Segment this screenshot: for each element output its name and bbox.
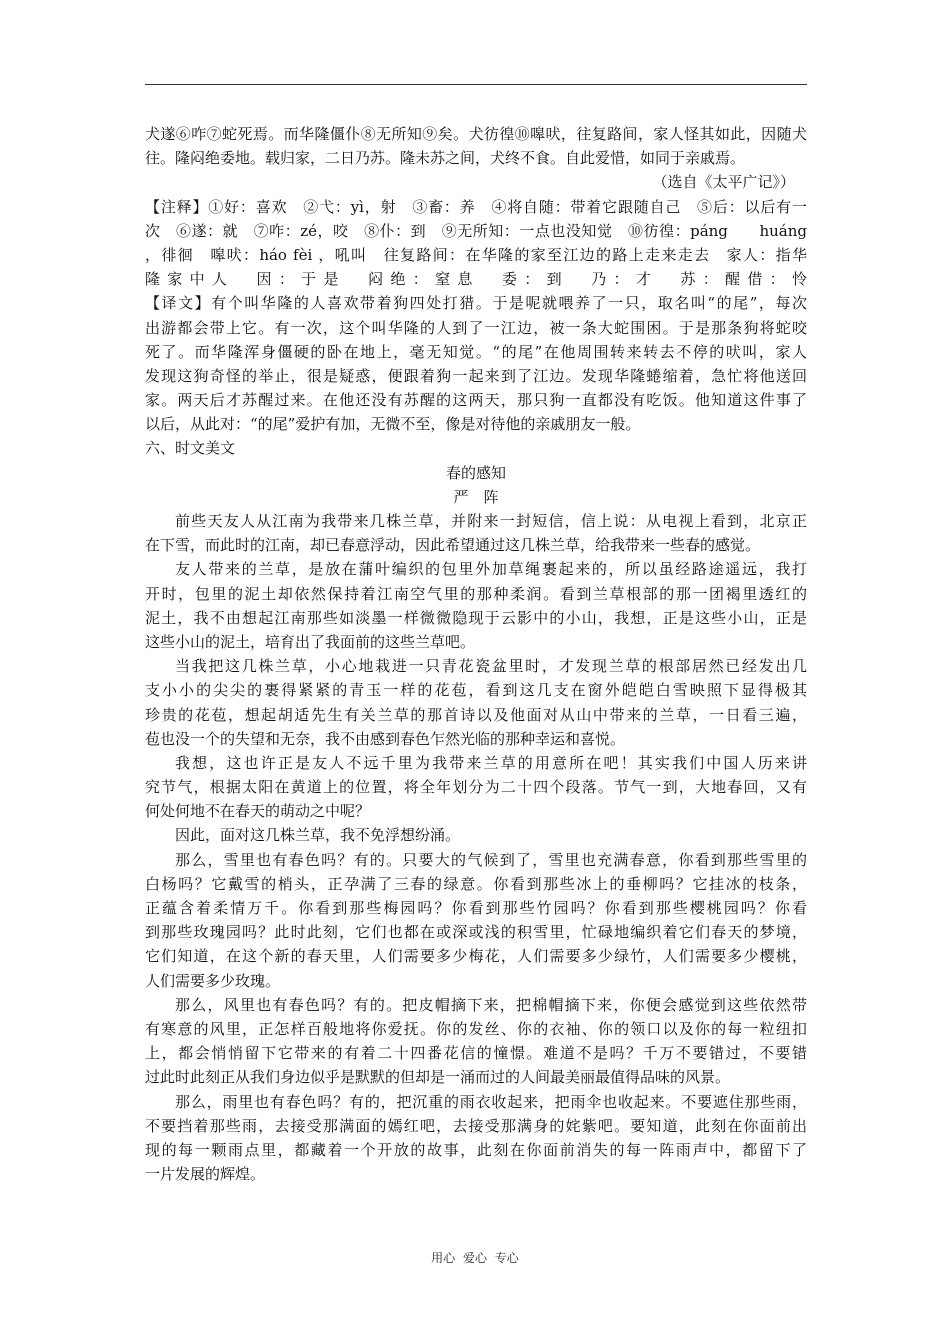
essay-line: 苞也没一个的失望和无奈，我不由感到春色乍然光临的那种幸运和喜悦。 xyxy=(145,729,626,748)
section-heading: 六、时文美文 xyxy=(145,439,236,458)
essay-line: 前些天友人从江南为我带来几株兰草，并附来一封短信，信上说：从电视上看到，北京正 xyxy=(175,512,807,530)
translation-line: 出游都会带上它。有一次，这个叫华隆的人到了一江边，被一条大蛇围困。于是那条狗将蛇咬 xyxy=(145,318,807,337)
essay-line: 我想，这也许正是友人不远千里为我带来兰草的用意所在吧！其实我们中国人历来讲 xyxy=(175,753,807,772)
essay-line: 一片发展的辉煌。 xyxy=(145,1165,266,1184)
essay-line: 何处何地不在春天的萌动之中呢？ xyxy=(145,802,371,821)
essay-line: 泥土，我不由想起江南那些如淡墨一样微微隐现于云影中的小山，我想，正是这些小山，正是 xyxy=(145,608,807,627)
essay-line: 不要挡着那些雨，去接受那满面的嫣红吧，去接受那满身的姹紫吧。要知道，此刻在你面前出 xyxy=(145,1116,807,1135)
essay-body xyxy=(145,509,807,1186)
essay-line: 在下雪，而此时的江南，却已春意浮动，因此希望通过这几株兰草，给我带来一些春的感觉。 xyxy=(145,536,761,555)
header-rule xyxy=(145,84,807,85)
essay-line: 它们知道，在这个新的春天里，人们需要多少梅花，人们需要多少绿竹，人们需要多少樱桃， xyxy=(145,947,807,966)
essay-line: 珍贵的花苞，想起胡适先生有关兰草的那首诗以及他面对从山中带来的兰草，一日看三遍， xyxy=(145,705,807,724)
page-footer: 用心 爱心 专心 xyxy=(431,1251,519,1265)
essay-line: 这些小山的泥土，培育出了我面前的这些兰草吧。 xyxy=(145,632,476,651)
story-line: 往。隆闷绝委地。载归家，二日乃苏。隆未苏之间，犬终不食。自此爱惜，如同于亲戚焉。 xyxy=(145,149,746,168)
essay-line: 那么，雨里也有春色吗？有的，把沉重的雨衣收起来，把雨伞也收起来。不要遮住那些雨， xyxy=(175,1092,807,1111)
notes-line: ，徘徊 嗥吠：háo fèi ，吼叫 往复路间：在华隆的家至江边的路上走来走去 家人：指华 xyxy=(145,245,807,264)
essay-line: 过此时此刻正从我们身边似乎是默默的但却是一涌而过的人间最美丽最值得品味的风景。 xyxy=(145,1068,731,1087)
essay-line: 上，都会悄悄留下它带来的有着二十四番花信的憧憬。难道不是吗？千万不要错过，不要错 xyxy=(145,1044,807,1063)
essay-line: 因此，面对这几株兰草，我不免浮想纷涌。 xyxy=(175,826,461,845)
essay-line: 友人带来的兰草，是放在蒲叶编织的包里外加草绳裹起来的，所以虽经路途遥远，我打 xyxy=(175,560,807,579)
essay-line: 人们需要多少玫瑰。 xyxy=(145,971,281,990)
essay-line: 支小小的尖尖的裹得紧紧的青玉一样的花苞，看到这几支在窗外皑皑白雪映照下显得极其 xyxy=(145,681,807,700)
essay-line: 那么，雪里也有春色吗？有的。只要大的气候到了，雪里也充满春意，你看到那些雪里的 xyxy=(175,850,807,869)
essay-line: 有寒意的风里，正怎样百般地将你爱抚。你的发丝、你的衣袖、你的领口以及你的每一粒纽扣 xyxy=(145,1019,807,1038)
page-content xyxy=(145,122,807,1186)
translation-line: 家。两天后才苏醒过来。在他还没有苏醒的这两天，那只狗一直都没有吃饭。他知道这件事了 xyxy=(145,391,807,410)
translation-line: 发现这狗奇怪的举止，很是疑惑，便跟着狗一起来到了江边。发现华隆蜷缩着，急忙将他送回 xyxy=(145,366,807,385)
essay-author: 严 阵 xyxy=(453,487,499,506)
translation-line: 死了。而华隆浑身僵硬的卧在地上，毫无知觉。“的尾”在他周围转来转去不停的吠叫，家人 xyxy=(145,342,807,361)
essay-line: 那么，风里也有春色吗？有的。把皮帽摘下来，把棉帽摘下来，你便会感觉到这些依然带 xyxy=(175,995,807,1014)
essay-line: 白杨吗？它戴雪的梢头，正孕满了三春的绿意。你看到那些冰上的垂柳吗？它挂冰的枝条， xyxy=(145,874,807,893)
essay-line: 正蕴含着柔情万千。你看到那些梅园吗？你看到那些竹园吗？你看到那些樱桃园吗？你看 xyxy=(145,899,807,917)
translation-line: 【译文】有个叫华隆的人喜欢带着狗四处打猎。于是呢就喂养了一只，取名叫“的尾”，每次 xyxy=(145,294,807,313)
translation-line: 以后，从此对：“的尾”爱护有加，无微不至，像是对待他的亲戚朋友一般。 xyxy=(145,415,641,434)
notes-line: 次 ⑥遂：就 ⑦咋：zé，咬 ⑧仆：到 ⑨无所知：一点也没知觉 ⑩彷徨：páng huáng xyxy=(145,221,807,240)
essay-line: 究节气，根据太阳在黄道上的位置，将全年划分为二十四个段落。节气一到，大地春回，又有 xyxy=(145,778,807,797)
essay-line: 当我把这几株兰草，小心地栽进一只青花瓷盆里时，才发现兰草的根部居然已经发出几 xyxy=(175,657,807,676)
essay-line: 开时，包里的泥土却依然保持着江南空气里的那种柔润。看到兰草根部的那一团褐里透红的 xyxy=(145,584,807,603)
essay-title: 春的感知 xyxy=(445,463,506,482)
notes-line: 隆家中人 因：于是 闷绝：窒息 委：到 乃：才 苏：醒借：怜 xyxy=(145,270,807,289)
source-citation: （选自《太平广记》） xyxy=(652,173,795,192)
story-line: 犬遂⑥咋⑦蛇死焉。而华隆僵仆⑧无所知⑨矣。犬彷徨⑩嗥吠，往复路间，家人怪其如此，因随犬 xyxy=(145,125,807,143)
essay-line: 到那些玫瑰园吗？此时此刻，它们也都在或深或浅的积雪里，忙碌地编织着它们春天的梦境， xyxy=(145,923,807,942)
essay-line: 现的每一颗雨点里，都藏着一个开放的故事，此刻在你面前消失的每一阵雨声中，都留下了 xyxy=(145,1140,807,1159)
notes-line: 【注释】①好：喜欢 ②弋：yì，射 ③畜：养 ④将自随：带着它跟随自己 ⑤后：以后有一 xyxy=(145,197,807,216)
